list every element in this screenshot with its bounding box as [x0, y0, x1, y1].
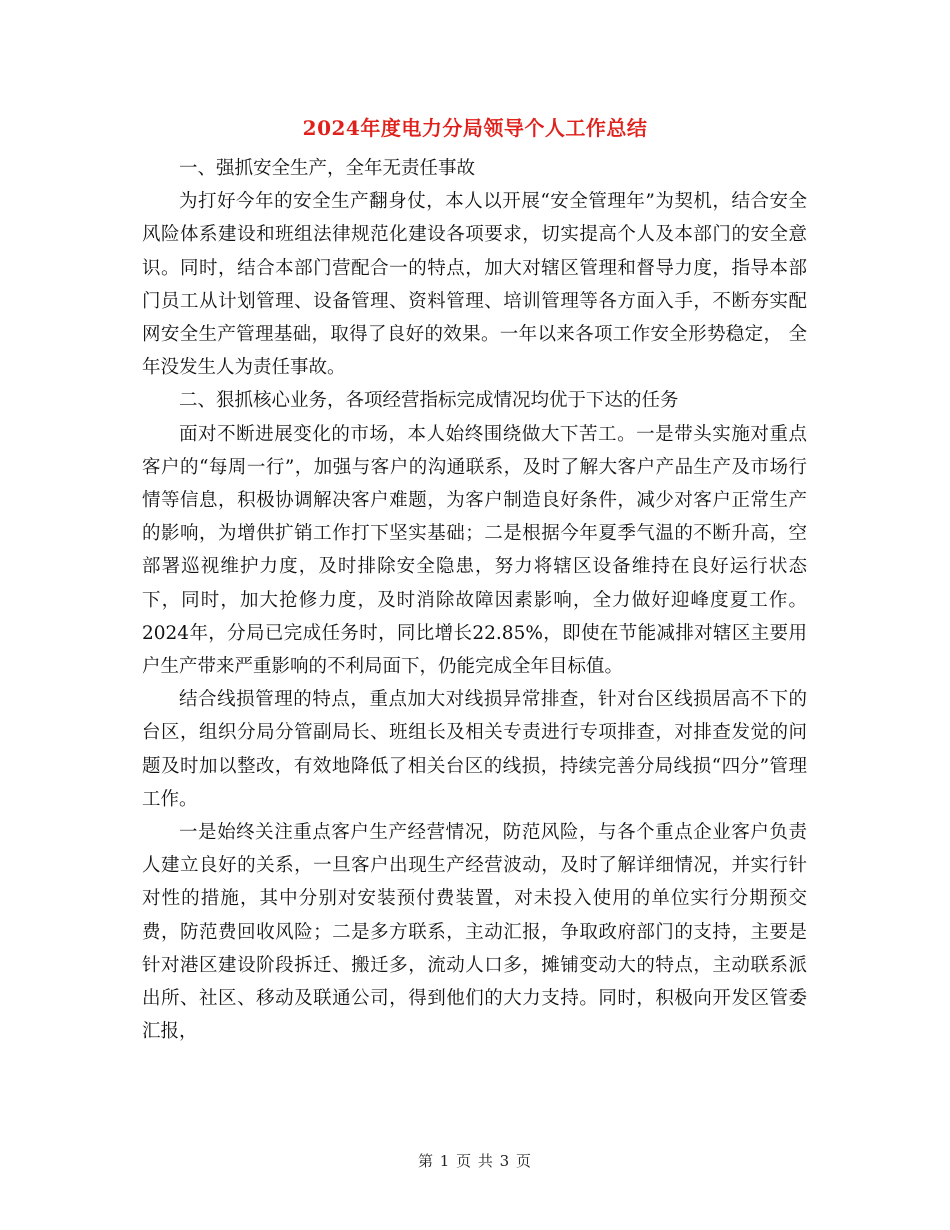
section-heading-core-business: 二、狠抓核心业务，各项经营指标完成情况均优于下达的任务 — [179, 390, 679, 412]
body-paragraph: 为打好今年的安全生产翻身仗，本人以开展“安全管理年”为契机，结合安全风险体系建设和班组法律规范化建设各项要求，切实提高个人及本部门的安全意识。同时，结合本部门营配合一的特点，加大对辖区管理和督导力度，指导本部门员工从计划管理、设备管理、资料管理、培训管理等各方面入手，不断夯实配网安全生产管理基础，取得了良好的效果。一年以来各项工作安全形势稳定， 全年没发生人为责任事故。 — [142, 191, 807, 379]
section-heading-safety: 一、强抓安全生产，全年无责任事故 — [179, 158, 476, 179]
page-footer: 第 1 页 共 3 页 — [418, 1152, 532, 1170]
page-title: 2024年度电力分局领导个人工作总结 — [302, 116, 648, 140]
document-body — [142, 152, 807, 1048]
body-paragraph: 面对不断进展变化的市场，本人始终围绕做大下苦工。一是带头实施对重点客户的“每周一行”，加强与客户的沟通联系，及时了解大客户产品生产及市场行情等信息，积极协调解决客户难题，为客户制造良好条件，减少对客户正常生产的影响，为增供扩销工作打下坚实基础；二是根据今年夏季气温的不断升高，空部署巡视维护力度，及时排除安全隐患，努力将辖区设备维持在良好运行状态下，同时，加大抢修力度，及时消除故障因素影响，全力做好迎峰度夏工作。2024年，分局已完成任务时，同比增长22.85%，即使在节能减排对辖区主要用户生产带来严重影响的不利局面下，仍能完成全年目标值。 — [142, 423, 807, 678]
body-paragraph: 一是始终关注重点客户生产经营情况，防范风险，与各个重点企业客户负责人建立良好的关系，一旦客户出现生产经营波动，及时了解详细情况，并实行针对性的措施，其中分别对安装预付费装置，对未投入使用的单位实行分期预交费，防范费回收风险；二是多方联系，主动汇报，争取政府部门的支持，主要是针对港区建设阶段拆迁、搬迁多，流动人口多，摊铺变动大的特点，主动联系派出所、社区、移动及联通公司，得到他们的大力支持。同时，积极向开发区管委汇报， — [142, 822, 807, 1043]
body-paragraph: 结合线损管理的特点，重点加大对线损异常排查，针对台区线损居高不下的台区，组织分局分管副局长、班组长及相关专责进行专项排查，对排查发觉的问题及时加以整改，有效地降低了相关台区的线损，持续完善分局线损“四分”管理工作。 — [142, 689, 807, 810]
